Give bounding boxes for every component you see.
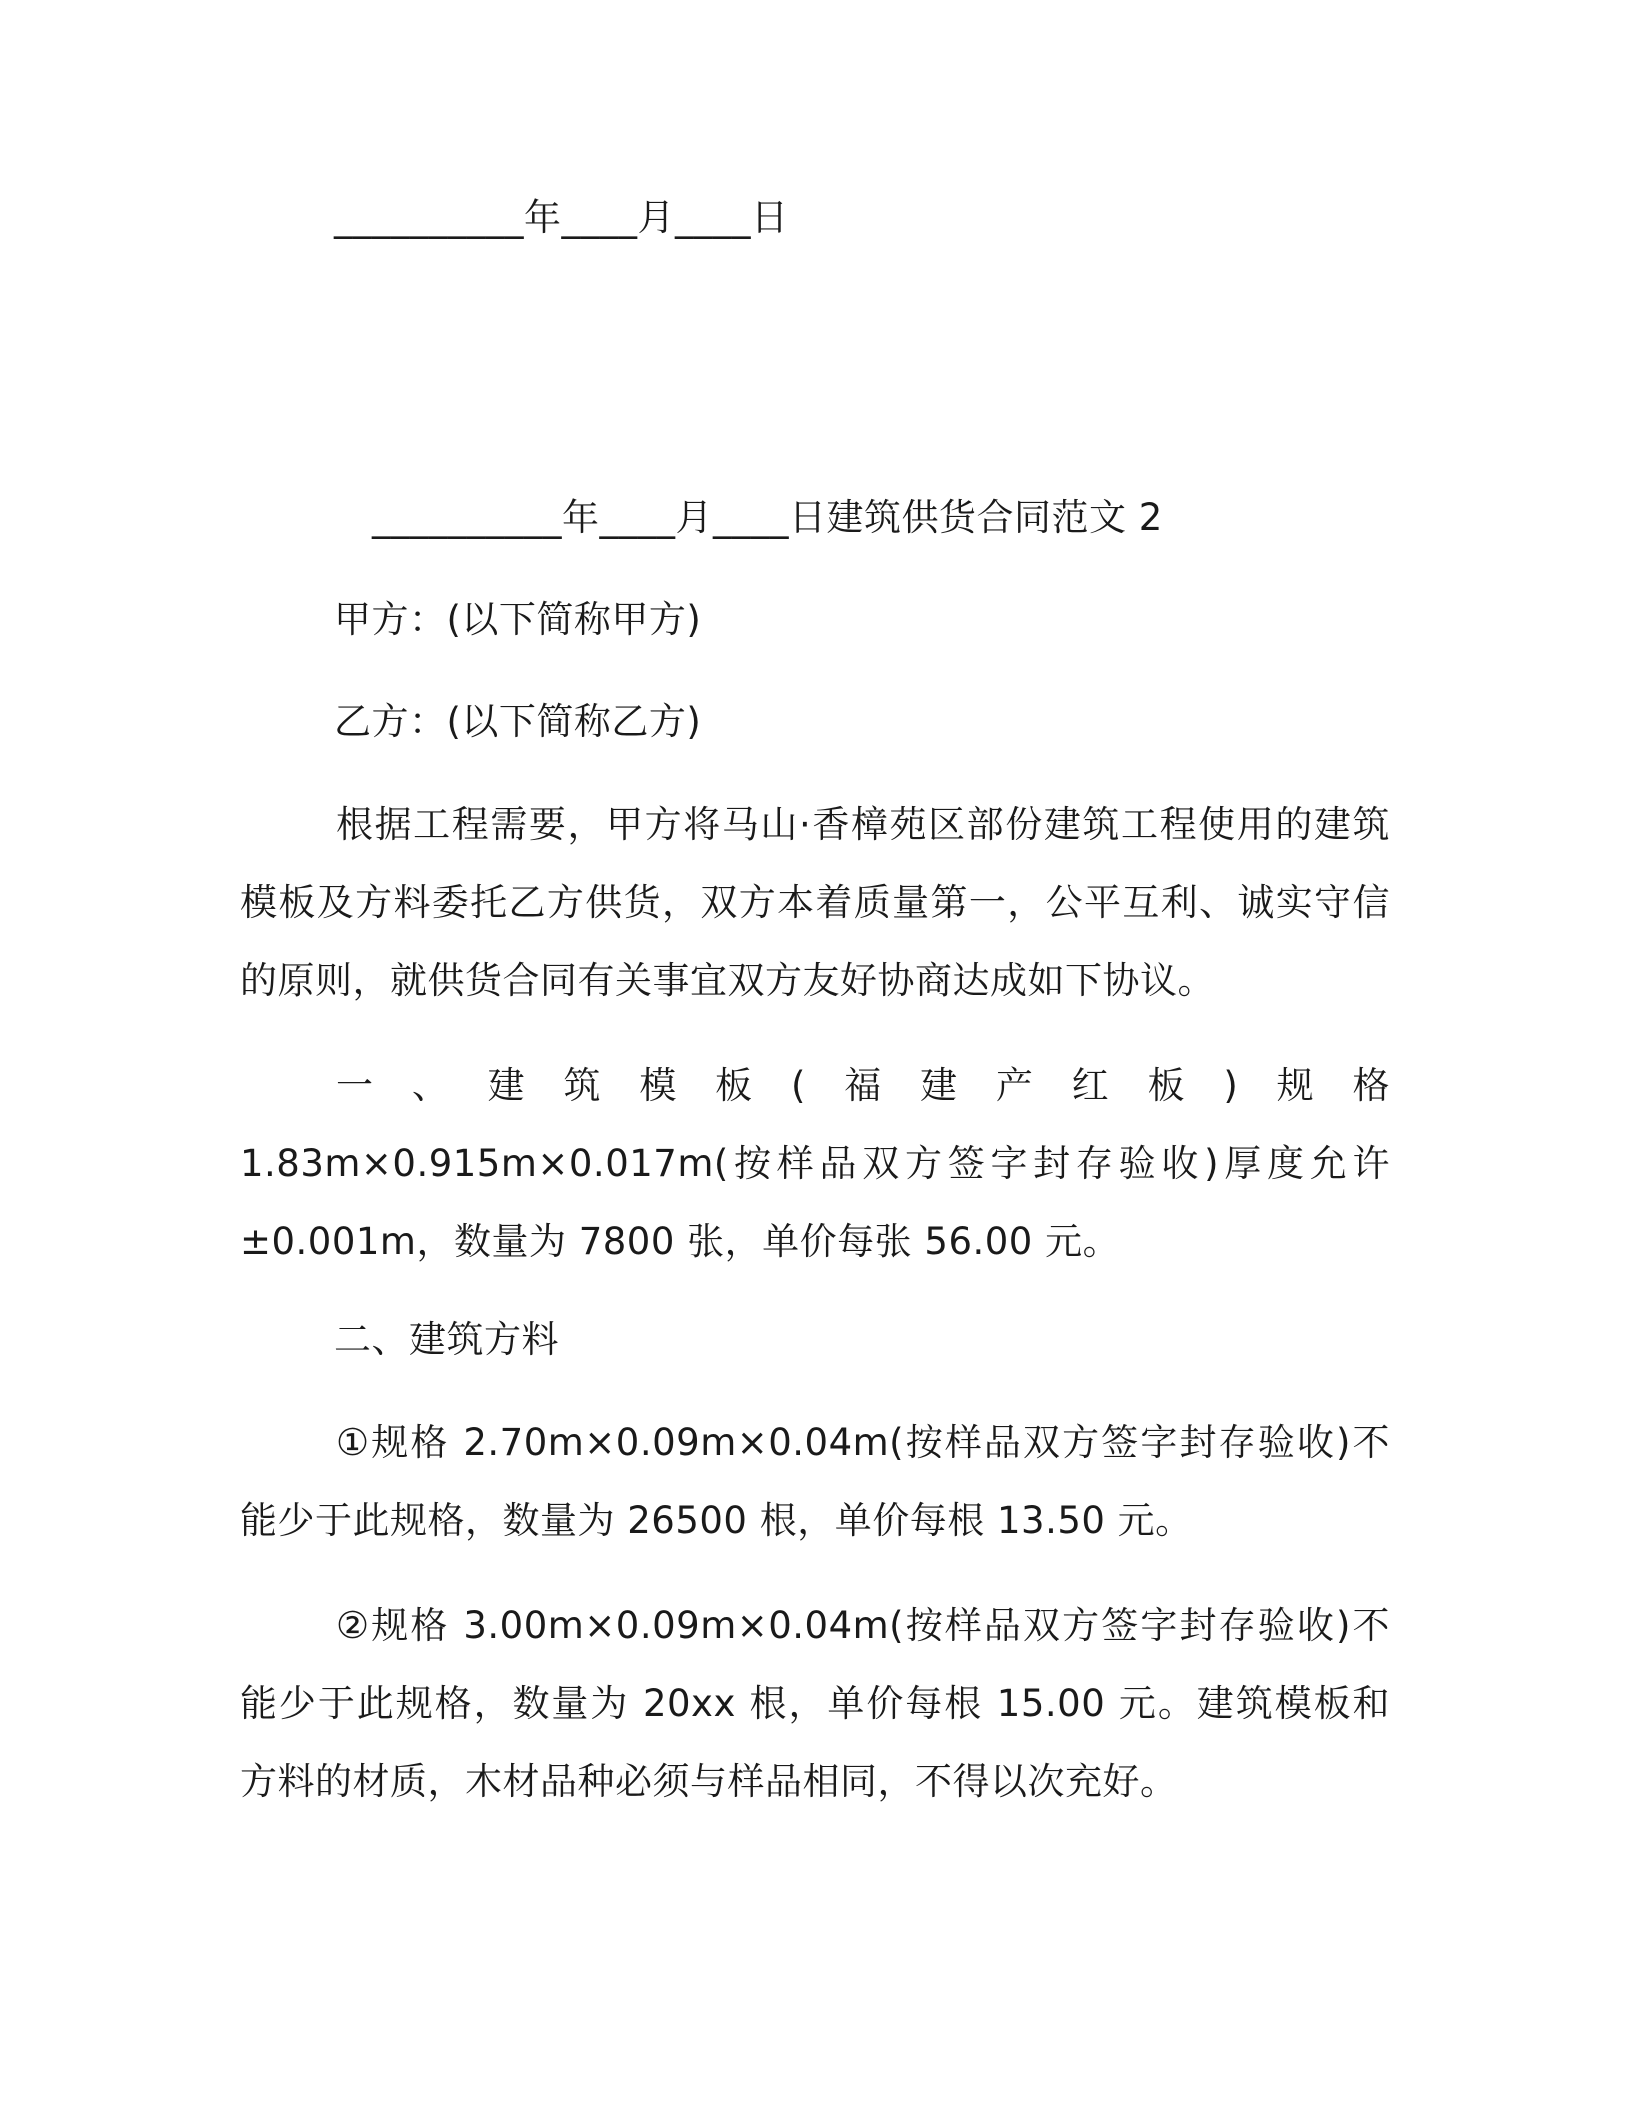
party-b-line: 乙方：(以下简称乙方) (334, 700, 702, 743)
document-title: __________年____月____日建筑供货合同范文 2 (372, 496, 1163, 539)
item-2-sub-1: ①规格 2.70m×0.09m×0.04m(按样品双方签字封存验收)不能少于此规格，数量为 26500 根，单价每根 13.50 元。 (240, 1421, 1390, 1542)
item-1-paragraph: 一、建筑模板(福建产红板)规格 1.83m×0.915m×0.017m(按样品双方签字封存验收)厚度允许±0.001m，数量为 7800 张，单价每张 56.00 元。 (240, 1064, 1390, 1263)
item-2-sub-2: ②规格 3.00m×0.09m×0.04m(按样品双方签字封存验收)不能少于此规格，数量为 20xx 根，单价每根 15.00 元。建筑模板和方料的材质，木材品种必须与样品相同，不得以次充好。 (240, 1604, 1390, 1803)
item-2-heading: 二、建筑方料 (334, 1318, 559, 1361)
date-line: __________年____月____日 (334, 196, 789, 239)
party-a-line: 甲方：(以下简称甲方) (334, 598, 702, 641)
intro-paragraph: 根据工程需要，甲方将马山·香樟苑区部份建筑工程使用的建筑模板及方料委托乙方供货，双方本着质量第一，公平互利、诚实守信的原则，就供货合同有关事宜双方友好协商达成如下协议。 (240, 803, 1390, 1002)
